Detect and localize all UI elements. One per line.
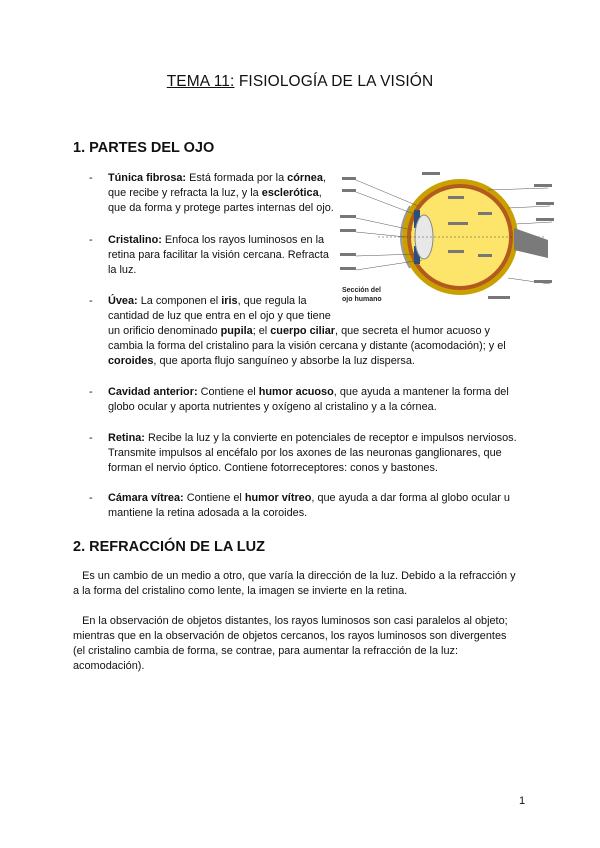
text-line <box>108 491 510 506</box>
bold-term: cuerpo ciliar <box>270 325 336 337</box>
paragraph-refraccion <box>73 569 533 599</box>
text-line: (el cristalino cambia de forma, se contrae, para aumentar la refracción de la luz: <box>73 645 458 657</box>
text-line <box>108 233 329 248</box>
text-line <box>108 446 517 461</box>
text-line: a la forma del cristalino como lente, la imagen se invierte en la retina. <box>73 585 408 597</box>
bullet-marker: - <box>89 386 93 398</box>
bold-term: Cámara vítrea: <box>108 492 184 504</box>
title-prefix: TEMA 11: <box>166 73 235 90</box>
text-line: mientras que en la observación de objetos cercanos, los rayos luminosos son divergentes <box>73 630 507 642</box>
text-run: Contiene el <box>197 386 259 398</box>
text-run: Transmite impulsos al encéfalo por los axones de las neuronas ganglionares, que <box>108 447 502 459</box>
bold-term: Cristalino: <box>108 234 162 246</box>
text-run: un orificio denominado <box>108 325 221 337</box>
text-line <box>108 324 506 339</box>
bullet-marker: - <box>89 492 93 504</box>
text-run: La componen el <box>137 295 222 307</box>
list-item-retina <box>108 431 517 476</box>
text-run: , que aporta flujo sanguíneo y absorbe la luz dispersa. <box>153 355 415 367</box>
text-run: , que ayuda a dar forma al globo ocular u <box>311 492 510 504</box>
text-line <box>108 385 509 400</box>
text-run: , que secreta el humor acuoso y <box>335 325 490 337</box>
list-item-cavidad <box>108 385 509 415</box>
text-line <box>108 431 517 446</box>
eye-diagram <box>338 166 560 308</box>
bold-term: Túnica fibrosa: <box>108 172 187 184</box>
text-line: En la observación de objetos distantes, los rayos luminosos son casi paralelos al objeto; <box>73 615 508 627</box>
text-run: globo ocular y aporta nutrientes y oxígeno al cristalino y a la córnea. <box>108 401 437 413</box>
bullet-marker: - <box>89 234 93 246</box>
bold-term: esclerótica <box>261 187 319 199</box>
bullet-marker: - <box>89 432 93 444</box>
bold-term: pupila <box>220 325 253 337</box>
text-run: ; el <box>252 325 271 337</box>
text-run: Recibe la luz y la convierte en potenciales de receptor e impulsos nerviosos. <box>144 432 517 444</box>
text-line <box>108 201 334 216</box>
text-run: , <box>322 172 326 184</box>
text-run: mantiene la retina adosada a la coroides. <box>108 507 308 519</box>
text-line: Es un cambio de un medio a otro, que varía la dirección de la luz. Debido a la refracción y <box>73 570 516 582</box>
text-line <box>108 506 510 521</box>
bold-term: Retina: <box>108 432 145 444</box>
text-line <box>108 354 506 369</box>
bold-term: coroides <box>108 355 154 367</box>
paragraph-observacion <box>73 614 533 674</box>
text-run: Contiene el <box>183 492 245 504</box>
text-line <box>108 171 334 186</box>
text-line <box>108 263 329 278</box>
bullet-marker: - <box>89 172 93 184</box>
page-number: 1 <box>519 795 526 807</box>
diagram-caption-2: ojo humano <box>342 296 382 303</box>
text-run: , <box>318 187 322 199</box>
section-heading-1: 1. PARTES DEL OJO <box>73 140 215 156</box>
bold-term: Cavidad anterior: <box>108 386 198 398</box>
bold-term: humor acuoso <box>258 386 334 398</box>
text-line <box>108 400 509 415</box>
title-rest: FISIOLOGÍA DE LA VISIÓN <box>234 73 434 90</box>
text-run: cantidad de luz que entra en el ojo y que tiene <box>108 310 331 322</box>
text-run: , que regula la <box>237 295 307 307</box>
text-line <box>108 339 506 354</box>
bold-term: córnea <box>287 172 323 184</box>
text-run: cambia la forma del cristalino para la visión cercana y distante (acomodación); y el <box>108 340 506 352</box>
list-item-cristalino <box>108 233 329 278</box>
text-line <box>108 309 506 324</box>
bold-term: iris <box>221 295 238 307</box>
text-run: retina para facilitar la visión cercana. Refracta <box>108 249 329 261</box>
text-run: forman el nervio óptico. Contiene fotorreceptores: conos y bastones. <box>108 462 438 474</box>
list-item-camara <box>108 491 510 521</box>
section-heading-2: 2. REFRACCIÓN DE LA LUZ <box>73 539 265 555</box>
text-line <box>108 186 334 201</box>
bullet-marker: - <box>89 295 93 307</box>
bold-term: humor vítreo <box>244 492 312 504</box>
text-run: Enfoca los rayos luminosos en la <box>161 234 325 246</box>
text-line <box>108 461 517 476</box>
text-line <box>108 248 329 263</box>
bold-term: Úvea: <box>108 295 138 307</box>
diagram-caption-1: Sección del <box>342 287 381 294</box>
text-run: la luz. <box>108 264 137 276</box>
text-run: que da forma y protege partes internas del ojo. <box>108 202 334 214</box>
text-run: Está formada por la <box>186 172 288 184</box>
page-title <box>0 73 600 91</box>
text-run: , que ayuda a mantener la forma del <box>333 386 509 398</box>
list-item-tunica <box>108 171 334 216</box>
text-line: acomodación). <box>73 660 145 672</box>
text-run: que recibe y refracta la luz, y la <box>108 187 262 199</box>
